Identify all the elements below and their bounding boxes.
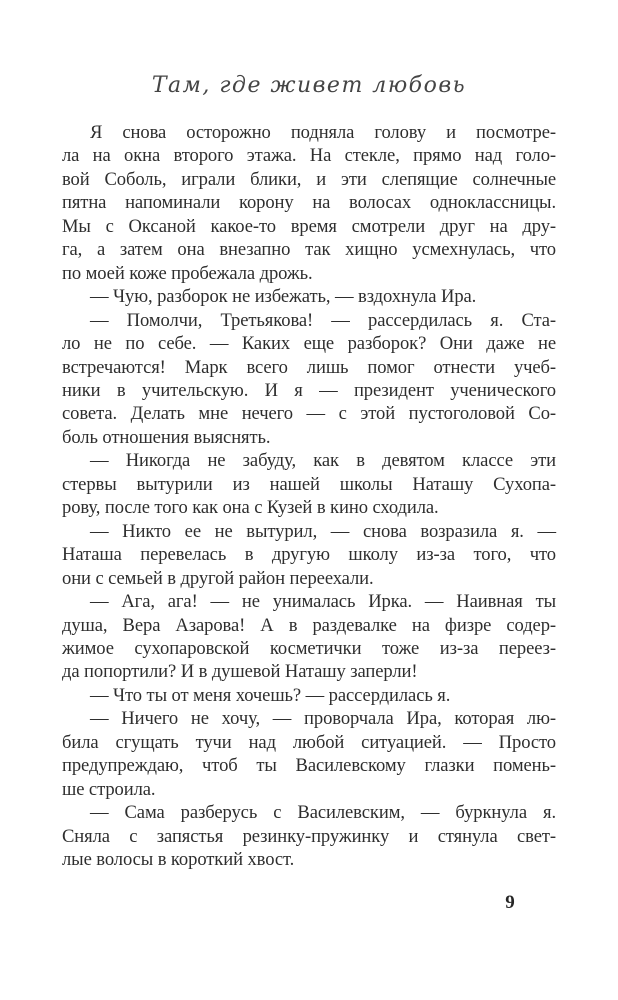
- text-line: — Сама разберусь с Василевским, — буркнула я.: [90, 802, 556, 824]
- text-line: — Ага, ага! — не унималась Ирка. — Наивная ты: [90, 591, 556, 613]
- text-line: — Что ты от меня хочешь? — рассердилась я.: [90, 684, 451, 706]
- text-line: они с семьей в другой район переехали.: [62, 567, 374, 589]
- running-header: Там, где живет любовь: [151, 73, 467, 98]
- text-line: боль отношения выяснять.: [62, 426, 271, 448]
- text-line: била сгущать тучи над любой ситуацией. — Просто: [62, 731, 556, 753]
- text-line: — Ничего не хочу, — проворчала Ира, которая лю-: [90, 708, 556, 730]
- text-line: жимое сухопаровской косметички тоже из-за переез-: [62, 637, 556, 659]
- text-line: Я снова осторожно подняла голову и посмотре-: [90, 122, 556, 143]
- text-line: ники в учительскую. И я — президент ученического: [62, 379, 556, 401]
- text-line: — Никто ее не вытурил, — снова возразила я. —: [90, 520, 556, 542]
- text-line: ше строила.: [62, 778, 156, 800]
- text-line: рову, после того как она с Кузей в кино сходила.: [62, 497, 439, 519]
- text-line: га, а затем она внезапно так хищно усмехнулась, что: [62, 239, 556, 261]
- text-line: пятна напоминали корону на волосах одноклассницы.: [62, 192, 556, 214]
- page-number: 9: [505, 892, 515, 913]
- text-line: ла на окна второго этажа. На стекле, прямо над голо-: [62, 145, 556, 167]
- text-line: — Чую, разборок не избежать, — вздохнула Ира.: [90, 286, 477, 308]
- text-line: стервы вытурили из нашей школы Наташу Сухопа-: [62, 473, 556, 495]
- text-line: да попортили? И в душевой Наташу заперли!: [62, 661, 418, 683]
- body-text: [62, 121, 556, 872]
- text-line: вой Соболь, играли блики, и эти слепящие солнечные: [62, 168, 556, 190]
- text-line: — Никогда не забуду, как в девятом классе эти: [90, 450, 556, 472]
- text-line: ло не по себе. — Каких еще разборок? Они даже не: [62, 333, 556, 355]
- text-line: встречаются! Марк всего лишь помог отнести учеб-: [62, 356, 556, 378]
- text-line: Сняла с запястья резинку-пружинку и стянула свет-: [62, 825, 556, 847]
- text-line: предупреждаю, чтоб ты Василевскому глазки помень-: [62, 755, 556, 777]
- text-line: душа, Вера Азарова! А в раздевалке на физре содер-: [62, 614, 556, 636]
- text-line: — Помолчи, Третьякова! — рассердилась я. Ста-: [90, 309, 556, 331]
- text-line: Мы с Оксаной какое-то время смотрели друг на дру-: [62, 215, 556, 237]
- text-line: Наташа перевелась в другую школу из-за того, что: [62, 544, 556, 566]
- text-line: совета. Делать мне нечего — с этой пустоголовой Со-: [62, 403, 556, 425]
- text-line: по моей коже пробежала дрожь.: [62, 262, 313, 284]
- text-line: лые волосы в короткий хвост.: [62, 849, 295, 871]
